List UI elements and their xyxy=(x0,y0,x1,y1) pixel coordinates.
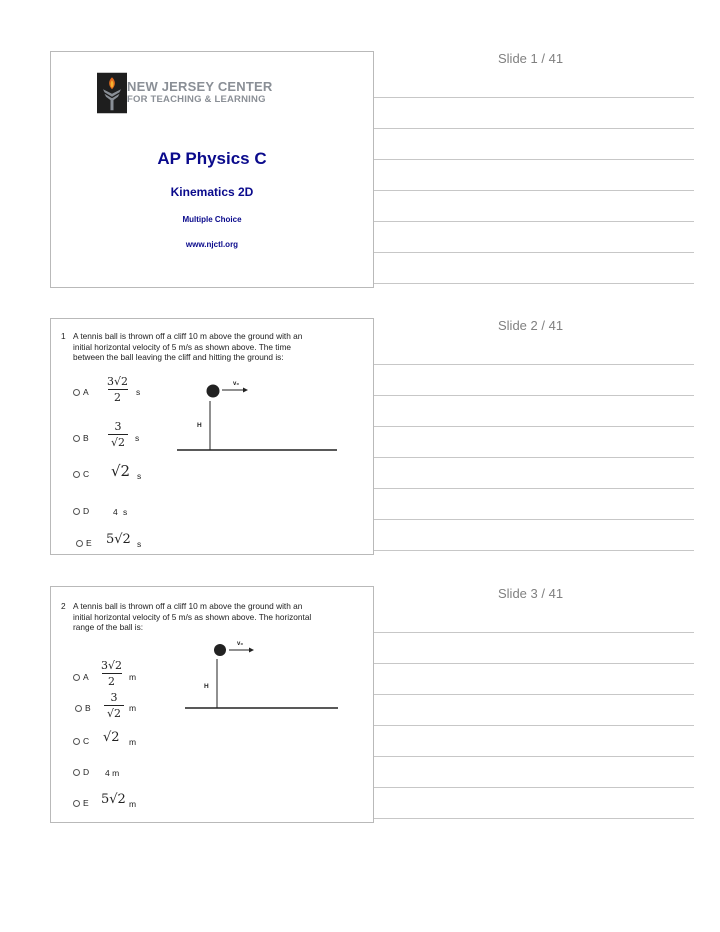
note-line xyxy=(374,97,694,98)
option-a[interactable]: A xyxy=(73,387,89,397)
cliff-diagram xyxy=(51,587,374,823)
note-line xyxy=(374,488,694,489)
note-line xyxy=(374,252,694,253)
note-line xyxy=(374,395,694,396)
option-c[interactable]: C xyxy=(73,736,89,746)
cliff-diagram xyxy=(51,319,374,555)
note-line xyxy=(374,457,694,458)
slide-2-label: Slide 2 / 41 xyxy=(498,318,564,333)
velocity-label: v₀ xyxy=(233,381,240,387)
note-line xyxy=(374,694,694,695)
option-d-expression: 4 m xyxy=(105,768,120,778)
note-line xyxy=(374,190,694,191)
option-a-expression: 3√2 2 xyxy=(107,375,129,404)
note-line xyxy=(374,663,694,664)
slide-1-label: Slide 1 / 41 xyxy=(498,51,564,66)
note-line xyxy=(374,283,694,284)
velocity-label: v₀ xyxy=(237,641,244,647)
option-d[interactable]: D xyxy=(73,506,89,516)
slide-3-label: Slide 3 / 41 xyxy=(498,586,564,601)
option-c-expression: √2 xyxy=(103,730,120,745)
slide-3 xyxy=(50,586,374,823)
question-text: 1 A tennis ball is thrown off a cliff 10 m above the ground with an initial horizontal velocity of 5 m/s as shown above. The time between the ball leaving the cliff and hitting the ground is: xyxy=(61,331,303,362)
option-a-unit: s xyxy=(136,387,141,397)
option-c[interactable]: C xyxy=(73,469,89,479)
option-d[interactable]: D xyxy=(73,767,89,777)
option-b-expression: 3 √2 xyxy=(108,420,128,449)
option-e[interactable]: E xyxy=(73,798,89,808)
note-line xyxy=(374,519,694,520)
note-line xyxy=(374,128,694,129)
slide-1 xyxy=(50,51,374,288)
note-line xyxy=(374,221,694,222)
option-e-expression: 5√2 xyxy=(106,532,131,547)
website-link[interactable]: www.njctl.org xyxy=(185,240,239,249)
slide-2 xyxy=(50,318,374,555)
option-b[interactable]: B xyxy=(73,433,89,443)
note-line xyxy=(374,550,694,551)
note-line xyxy=(374,756,694,757)
note-line xyxy=(374,818,694,819)
option-e-unit: m xyxy=(129,799,137,809)
option-b-expression: 3 √2 xyxy=(104,691,124,720)
note-line xyxy=(374,426,694,427)
section-label: Multiple Choice xyxy=(182,215,242,224)
note-line xyxy=(374,364,694,365)
note-line xyxy=(374,787,694,788)
option-e-expression: 5√2 xyxy=(101,792,126,807)
option-c-unit: m xyxy=(129,737,137,747)
ball-icon xyxy=(207,385,220,398)
option-c-unit: s xyxy=(137,471,142,481)
option-b[interactable]: B xyxy=(75,703,91,713)
slide-subtitle: Kinematics 2D xyxy=(170,185,254,199)
option-e-unit: s xyxy=(137,539,142,549)
option-b-unit: s xyxy=(135,433,140,443)
njctl-logo-icon xyxy=(97,66,127,120)
option-d-expression: 4 xyxy=(113,507,118,517)
ball-icon xyxy=(214,644,226,656)
option-b-unit: m xyxy=(129,703,137,713)
option-e[interactable]: E xyxy=(76,538,92,548)
note-line xyxy=(374,632,694,633)
logo-text: NEW JERSEY CENTER FOR TEACHING & LEARNING xyxy=(127,79,273,105)
option-d-unit: s xyxy=(123,507,128,517)
slide-title: AP Physics C xyxy=(157,149,267,168)
height-label: H xyxy=(197,422,202,429)
option-c-expression: √2 xyxy=(111,462,131,480)
note-line xyxy=(374,159,694,160)
note-line xyxy=(374,725,694,726)
question-text: 2 A tennis ball is thrown off a cliff 10 m above the ground with an initial horizontal velocity of 5 m/s as shown above. The horizontal range of the ball is: xyxy=(61,601,312,632)
option-a[interactable]: A xyxy=(73,672,89,682)
height-label: H xyxy=(204,683,209,690)
option-a-expression: 3√2 2 xyxy=(101,659,123,688)
option-a-unit: m xyxy=(129,672,137,682)
